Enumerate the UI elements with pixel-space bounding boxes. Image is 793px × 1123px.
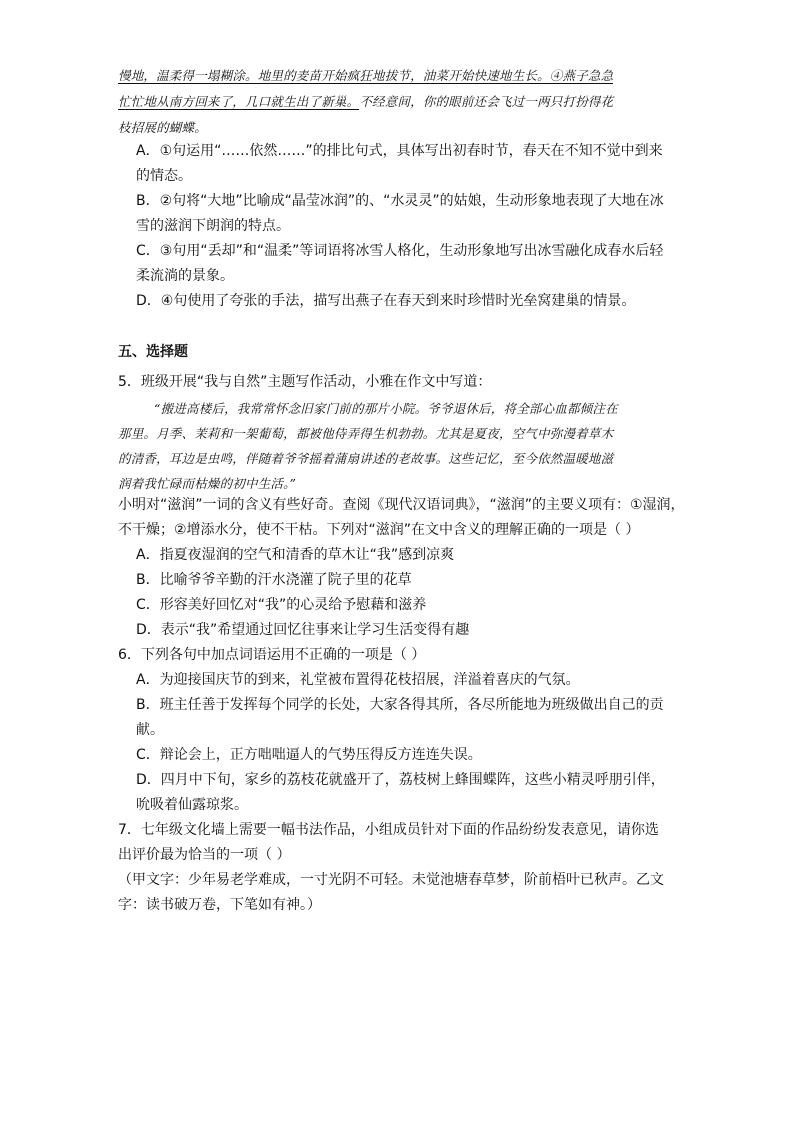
option-c-line-2: 柔流淌的景象。 — [136, 268, 234, 284]
q5-paragraph-line-1: 小明对“滋润”一词的含义有些好奇。查阅《现代汉语词典》，“滋润”的主要义项有：①湿润， — [118, 497, 685, 513]
q6-option-a[interactable]: A．为迎接国庆节的到来，礼堂被布置得花枝招展，洋溢着喜庆的气氛。 — [136, 672, 580, 688]
q6-option-d-line-1[interactable]: D．四月中下旬，家乡的荔枝花就盛开了，荔枝树上蜂围蝶阵，这些小精灵呼朋引伴， — [136, 772, 665, 788]
q6-option-b-line-1[interactable]: B．班主任善于发挥每个同学的长处，大家各得其所，各尽所能地为班级做出自己的贡 — [136, 697, 664, 713]
passage-underlined-text: 慢地，温柔得一塌糊涂。地里的麦苗开始疯狂地拔节，油菜开始快速地生长。④燕子急急 — [118, 68, 614, 83]
option-b-line-1[interactable]: B．②句将“大地”比喻成“晶莹冰润”的、“水灵灵”的姑娘，生动形象地表现了大地在冰 — [136, 193, 664, 209]
option-d-line-1[interactable]: D．④句使用了夸张的手法，描写出燕子在春天到来时珍惜时光垒窝建巢的情景。 — [136, 293, 636, 309]
passage-line-2 — [118, 92, 613, 112]
q5-option-c[interactable]: C．形容美好回忆对“我”的心灵给予慰藉和滋养 — [136, 597, 427, 613]
q5-quote-line-2: 那里。月季、茉莉和一架葡萄，都被他侍弄得生机勃勃。尤其是夏夜，空气中弥漫着草木 — [118, 426, 614, 441]
q6-option-c[interactable]: C．辩论会上，正方咄咄逼人的气势压得反方连连失误。 — [136, 747, 482, 763]
q5-paragraph-line-2: 不干燥；②增添水分，使不干枯。下列对“滋润”在文中含义的理解正确的一项是（ ） — [118, 522, 640, 538]
q6-stem: 6．下列各句中加点词语运用不正确的一项是（ ） — [118, 647, 426, 663]
q7-stem-line-2: 出评价最为恰当的一项（ ） — [118, 847, 291, 863]
option-a-line-2: 的情态。 — [136, 168, 192, 184]
q5-quote-line-3: 的清香，耳边是虫鸣，伴随着爷爷摇着蒲扇讲述的老故事。这些记忆，至今依然温暖地滋 — [118, 451, 614, 466]
passage-text: 不经意间，你的眼前还会飞过一两只打扮得花 — [359, 94, 614, 109]
passage-line-3: 枝招展的蝴蝶。 — [118, 120, 207, 135]
option-b-line-2: 雪的滋润下朗润的特点。 — [136, 218, 290, 234]
q5-quote-line-1: “搬进高楼后，我常常怀念旧家门前的那片小院。爷爷退休后，将全部心血都倾注在 — [154, 401, 618, 416]
q5-stem: 5．班级开展“我与自然”主题写作活动，小雅在作文中写道： — [118, 374, 492, 390]
passage-underlined-text: 忙忙地从南方回来了，几口就生出了新巢。 — [118, 94, 360, 109]
q7-note-line-1: （甲文字：少年易老学难成，一寸光阴不可轻。未觉池塘春草梦，阶前梧叶已秋声。乙文 — [118, 872, 664, 888]
passage-line-1 — [118, 66, 613, 86]
section-title: 五、选择题 — [118, 344, 188, 360]
q6-option-b-line-2: 献。 — [136, 722, 164, 738]
option-a-line-1[interactable]: A．①句运用“……依然……”的排比句式，具体写出初春时节，春天在不知不觉中到来 — [136, 143, 663, 159]
q7-note-line-2: 字：读书破万卷，下笔如有神。） — [118, 897, 321, 913]
q5-option-a[interactable]: A．指夏夜湿润的空气和清香的草木让“我”感到凉爽 — [136, 547, 455, 563]
q5-quote-line-4: 润着我忙碌而枯燥的初中生活。” — [118, 476, 297, 491]
q5-option-b[interactable]: B．比喻爷爷辛勤的汗水浇灌了院子里的花草 — [136, 572, 412, 588]
q6-option-d-line-2: 吮吸着仙露琼浆。 — [136, 797, 248, 813]
q5-option-d[interactable]: D．表示“我”希望通过回忆往事来让学习生活变得有趣 — [136, 622, 470, 638]
q7-stem-line-1: 7．七年级文化墙上需要一幅书法作品，小组成员针对下面的作品纷纷发表意见，请你选 — [118, 822, 659, 838]
option-c-line-1[interactable]: C．③句用“丢却”和“温柔”等词语将冰雪人格化，生动形象地写出冰雪融化成春水后轻 — [136, 243, 664, 259]
